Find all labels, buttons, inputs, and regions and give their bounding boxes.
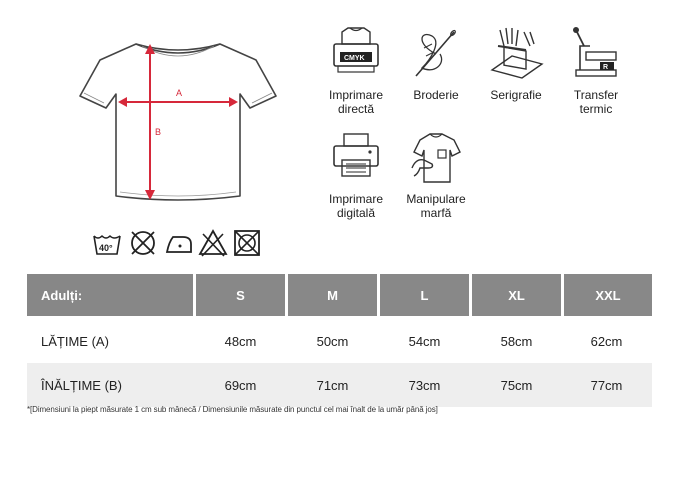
method-heat-transfer [556,24,636,116]
tshirt-outline [80,44,276,200]
method-label-l2: directă [337,102,375,116]
table-cell: 54cm [380,319,472,363]
method-label-l1: Imprimare [328,88,383,102]
table-cell: 48cm [196,319,288,363]
tshirt-diagram [78,36,278,208]
table-row [27,363,652,407]
size-table [27,274,652,407]
table-cell: 62cm [564,319,652,363]
digital-print-icon [326,128,386,188]
table-cell: 50cm [288,319,380,363]
header-cell: Adulți: [27,274,196,316]
header-cell: XL [472,274,564,316]
table-cell: 69cm [196,363,288,407]
table-cell: 71cm [288,363,380,407]
table-row [27,319,652,363]
table-header-row [27,274,652,316]
row-label: LĂȚIME (A) [27,319,196,363]
table-cell: 75cm [472,363,564,407]
footnote: *[Dimensiuni la piept măsurate 1 cm sub mânecă / Dimensiunile măsurate din punctul cel mai înalt de la umăr până jos] [27,405,438,414]
header-cell: L [380,274,472,316]
header-cell: XXL [564,274,652,316]
measure-a-label: A [176,88,183,98]
screen-print-icon [486,24,546,84]
no-bleach-icon [128,228,158,258]
table-cell: 73cm [380,363,472,407]
method-label-l1: Serigrafie [490,88,542,102]
wash-temp: 40° [99,243,113,253]
method-handling [396,128,476,220]
embroidery-icon [406,24,466,84]
table-cell: 58cm [472,319,564,363]
hand-shirt-icon [406,128,466,188]
direct-print-icon [326,24,386,84]
iron-low-icon [164,228,194,258]
header-cell: S [196,274,288,316]
care-icons [92,228,264,262]
measure-b-label: B [155,127,162,137]
method-digital-print [316,128,396,220]
method-label-l1: Manipulare [406,192,466,206]
heat-transfer-icon [566,24,626,84]
method-label-l2: termic [579,102,613,116]
method-label-l2: marfă [420,206,452,220]
method-embroidery [396,24,476,102]
method-label-l1: Imprimare [328,192,383,206]
svg-text:R: R [603,64,609,71]
method-label-l2: digitală [336,206,376,220]
method-label-l1: Broderie [413,88,459,102]
row-label: ÎNĂLȚIME (B) [27,363,196,407]
table-cell: 77cm [564,363,652,407]
cmyk-badge: CMYK [344,55,365,62]
method-direct-print [316,24,396,116]
header-cell: M [288,274,380,316]
method-screen-print [476,24,556,102]
wash-40-icon [92,228,122,258]
no-tumble-dry-icon [232,228,262,258]
no-bleach-triangle-icon [198,228,228,258]
method-label-l1: Transfer [573,88,619,102]
